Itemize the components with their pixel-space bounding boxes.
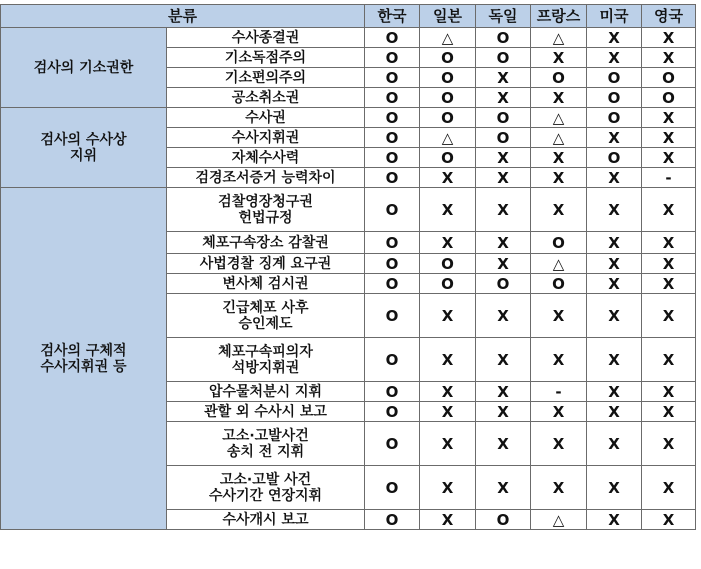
value-cell: O [531, 274, 587, 294]
value-cell: O [476, 510, 531, 530]
value-cell: O [476, 274, 531, 294]
group-category-cell: 검사의 기소권한 [1, 28, 167, 108]
value-cell: X [587, 168, 642, 188]
value-cell: X [587, 188, 642, 232]
value-cell: O [476, 128, 531, 148]
value-cell: X [587, 48, 642, 68]
value-cell: X [587, 28, 642, 48]
value-cell: X [642, 254, 696, 274]
value-cell: △ [531, 108, 587, 128]
value-cell: X [531, 422, 587, 466]
table-row [1, 108, 696, 128]
value-cell: X [587, 466, 642, 510]
country-header: 한국 [365, 5, 420, 28]
value-cell: O [365, 148, 420, 168]
value-cell: O [365, 294, 420, 338]
value-cell: X [587, 128, 642, 148]
value-cell: X [642, 188, 696, 232]
value-cell: O [365, 168, 420, 188]
value-cell: X [420, 294, 476, 338]
value-cell: X [587, 274, 642, 294]
comparison-table-container [0, 4, 696, 530]
value-cell: O [476, 28, 531, 48]
value-cell: X [476, 88, 531, 108]
item-label-cell: 수사지휘권 [167, 128, 365, 148]
value-cell: X [476, 188, 531, 232]
value-cell: O [587, 148, 642, 168]
value-cell: O [365, 48, 420, 68]
value-cell: X [476, 168, 531, 188]
value-cell: X [642, 422, 696, 466]
value-cell: X [587, 294, 642, 338]
value-cell: X [476, 148, 531, 168]
value-cell: X [642, 274, 696, 294]
value-cell: X [420, 188, 476, 232]
value-cell: X [642, 108, 696, 128]
value-cell: O [420, 68, 476, 88]
value-cell: O [365, 232, 420, 254]
country-header: 독일 [476, 5, 531, 28]
value-cell: O [365, 510, 420, 530]
item-label-cell: 관할 외 수사시 보고 [167, 402, 365, 422]
value-cell: X [531, 338, 587, 382]
value-cell: O [531, 68, 587, 88]
value-cell: - [531, 382, 587, 402]
value-cell: O [587, 108, 642, 128]
value-cell: X [420, 466, 476, 510]
value-cell: X [476, 254, 531, 274]
value-cell: X [587, 254, 642, 274]
value-cell: X [642, 382, 696, 402]
value-cell: O [420, 88, 476, 108]
item-label-cell: 체포구속장소 감찰권 [167, 232, 365, 254]
value-cell: O [365, 88, 420, 108]
value-cell: O [365, 338, 420, 382]
value-cell: O [365, 274, 420, 294]
country-header: 미국 [587, 5, 642, 28]
value-cell: X [642, 28, 696, 48]
value-cell: O [420, 108, 476, 128]
value-cell: X [420, 338, 476, 382]
value-cell: O [365, 28, 420, 48]
value-cell: O [476, 48, 531, 68]
value-cell: X [531, 294, 587, 338]
value-cell: △ [531, 510, 587, 530]
item-label-cell: 체포구속피의자 석방지휘권 [167, 338, 365, 382]
value-cell: X [420, 402, 476, 422]
value-cell: O [420, 148, 476, 168]
value-cell: O [365, 402, 420, 422]
item-label-cell: 고소·고발사건 송치 전 지휘 [167, 422, 365, 466]
header-row [1, 5, 696, 28]
value-cell: O [365, 422, 420, 466]
item-label-cell: 검찰영장청구권 헌법규정 [167, 188, 365, 232]
value-cell: - [642, 168, 696, 188]
value-cell: O [587, 68, 642, 88]
value-cell: X [642, 510, 696, 530]
value-cell: △ [531, 254, 587, 274]
value-cell: X [476, 232, 531, 254]
item-label-cell: 압수물처분시 지휘 [167, 382, 365, 402]
value-cell: O [642, 88, 696, 108]
value-cell: O [365, 466, 420, 510]
value-cell: O [420, 254, 476, 274]
value-cell: X [642, 402, 696, 422]
value-cell: X [642, 128, 696, 148]
value-cell: X [531, 402, 587, 422]
category-header: 분류 [1, 5, 365, 28]
value-cell: X [476, 466, 531, 510]
value-cell: X [642, 148, 696, 168]
value-cell: X [531, 466, 587, 510]
value-cell: X [531, 48, 587, 68]
value-cell: X [531, 148, 587, 168]
value-cell: X [587, 232, 642, 254]
group-category-cell: 검사의 수사상 지위 [1, 108, 167, 188]
item-label-cell: 자체수사력 [167, 148, 365, 168]
value-cell: O [476, 108, 531, 128]
value-cell: O [531, 232, 587, 254]
value-cell: X [420, 510, 476, 530]
item-label-cell: 수사종결권 [167, 28, 365, 48]
item-label-cell: 고소·고발 사건 수사기간 연장지휘 [167, 466, 365, 510]
value-cell: △ [531, 28, 587, 48]
item-label-cell: 수사개시 보고 [167, 510, 365, 530]
value-cell: X [476, 338, 531, 382]
value-cell: X [476, 294, 531, 338]
table-row [1, 28, 696, 48]
value-cell: X [642, 466, 696, 510]
item-label-cell: 사법경찰 징계 요구권 [167, 254, 365, 274]
item-label-cell: 수사권 [167, 108, 365, 128]
value-cell: X [642, 48, 696, 68]
value-cell: O [365, 382, 420, 402]
value-cell: O [365, 108, 420, 128]
value-cell: X [476, 382, 531, 402]
value-cell: O [365, 128, 420, 148]
value-cell: O [365, 254, 420, 274]
country-header: 프랑스 [531, 5, 587, 28]
value-cell: △ [420, 28, 476, 48]
value-cell: O [420, 274, 476, 294]
value-cell: X [587, 382, 642, 402]
value-cell: X [642, 338, 696, 382]
value-cell: X [587, 422, 642, 466]
value-cell: O [365, 188, 420, 232]
value-cell: O [420, 48, 476, 68]
value-cell: X [420, 168, 476, 188]
value-cell: X [587, 338, 642, 382]
value-cell: X [420, 422, 476, 466]
value-cell: X [420, 232, 476, 254]
item-label-cell: 기소편의주의 [167, 68, 365, 88]
value-cell: X [642, 232, 696, 254]
item-label-cell: 기소독점주의 [167, 48, 365, 68]
value-cell: X [642, 294, 696, 338]
value-cell: X [476, 402, 531, 422]
country-header: 일본 [420, 5, 476, 28]
table-row [1, 188, 696, 232]
value-cell: △ [531, 128, 587, 148]
value-cell: X [531, 88, 587, 108]
group-category-cell: 검사의 구체적 수사지휘권 등 [1, 188, 167, 530]
value-cell: X [531, 188, 587, 232]
value-cell: △ [420, 128, 476, 148]
item-label-cell: 공소취소권 [167, 88, 365, 108]
value-cell: O [365, 68, 420, 88]
value-cell: X [476, 422, 531, 466]
value-cell: X [476, 68, 531, 88]
prosecutor-powers-comparison-table [0, 4, 696, 530]
country-header: 영국 [642, 5, 696, 28]
value-cell: X [587, 510, 642, 530]
value-cell: O [587, 88, 642, 108]
value-cell: O [642, 68, 696, 88]
item-label-cell: 검경조서증거 능력차이 [167, 168, 365, 188]
table-body [1, 28, 696, 530]
item-label-cell: 긴급체포 사후 승인제도 [167, 294, 365, 338]
value-cell: X [531, 168, 587, 188]
value-cell: X [420, 382, 476, 402]
value-cell: X [587, 402, 642, 422]
item-label-cell: 변사체 검시권 [167, 274, 365, 294]
